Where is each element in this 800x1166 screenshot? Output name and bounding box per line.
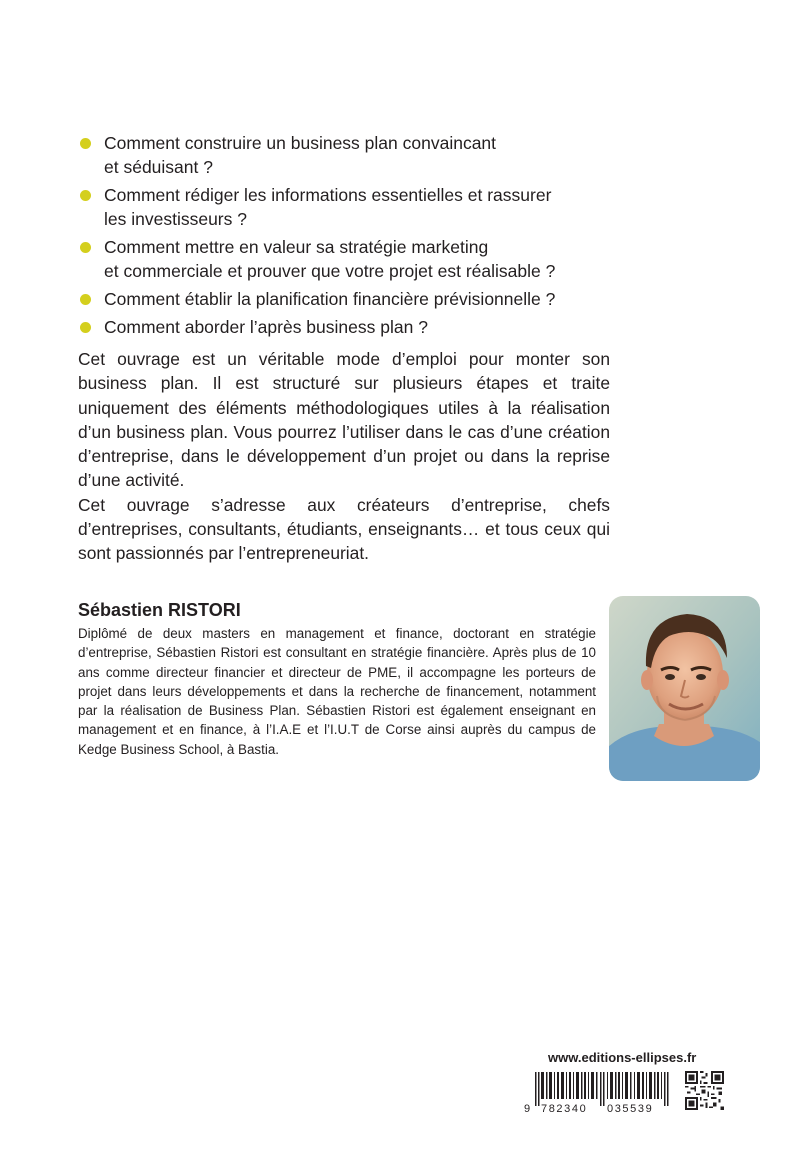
publisher-website: www.editions-ellipses.fr: [548, 1050, 697, 1065]
question-line: Comment construire un business plan convaincant: [104, 133, 497, 153]
bullet-dot-icon: [80, 242, 91, 253]
author-photo: [609, 596, 760, 781]
bullet-dot-icon: [80, 294, 91, 305]
question-item: [80, 315, 640, 339]
barcode-prefix: 9: [524, 1103, 531, 1114]
bullet-dot-icon: [80, 190, 91, 201]
qr-code-icon: [685, 1071, 724, 1110]
question-item: [80, 183, 640, 231]
author-bio: Diplômé de deux masters en management et finance, doctorant en stratégie d’entreprise, Sébastien Ristori est consultant en stratégie financière. Après plus de 10 ans comme directeur financier et directeur de PME, il accompagne les porteurs de projet dans leurs développements et dans la recherche de financement, notamment par la réalisation de Business Plan. Sébastien Ristori est également enseignant en management et en finance, à l’I.A.E et l’I.U.T de Corse ainsi auprès du campus de Kedge Business School, à Bastia.: [78, 626, 596, 757]
barcode-group1: 782340: [541, 1103, 588, 1114]
question-item: [80, 287, 640, 311]
book-description: [78, 347, 610, 566]
question-line: Comment rédiger les informations essentielles et rassurer: [104, 185, 552, 205]
question-line: les investisseurs ?: [104, 209, 247, 229]
question-line: Comment mettre en valeur sa stratégie marketing: [104, 237, 489, 257]
bullet-dot-icon: [80, 138, 91, 149]
barcode-group2: 035539: [607, 1103, 654, 1114]
author-name: Sébastien RISTORI: [78, 600, 241, 620]
isbn-barcode: [524, 1072, 684, 1114]
question-item: [80, 131, 640, 179]
barcode-bars-icon: [535, 1072, 669, 1106]
description-paragraph: Cet ouvrage s’adresse aux créateurs d’entreprise, chefs d’entreprises, consultants, étudiants, enseignants… et tous ceux qui sont passionnés par l’entrepreneuriat.: [78, 494, 610, 564]
question-line: et commerciale et prouver que votre projet est réalisable ?: [104, 261, 556, 281]
question-line: Comment établir la planification financière prévisionnelle ?: [104, 289, 556, 309]
question-item: [80, 235, 640, 283]
bullet-dot-icon: [80, 322, 91, 333]
description-paragraph: Cet ouvrage est un véritable mode d’emploi pour monter son business plan. Il est structuré sur plusieurs étapes et traite uniquement des éléments méthodologiques utiles à la réalisation d’un business plan. Vous pourrez l’utiliser dans le cas d’une création d’entreprise, dans le développement d’un projet ou dans la reprise d’une activité.: [78, 349, 610, 491]
question-line: et séduisant ?: [104, 157, 213, 177]
question-list: [80, 131, 640, 343]
question-line: Comment aborder l’après business plan ?: [104, 317, 428, 337]
